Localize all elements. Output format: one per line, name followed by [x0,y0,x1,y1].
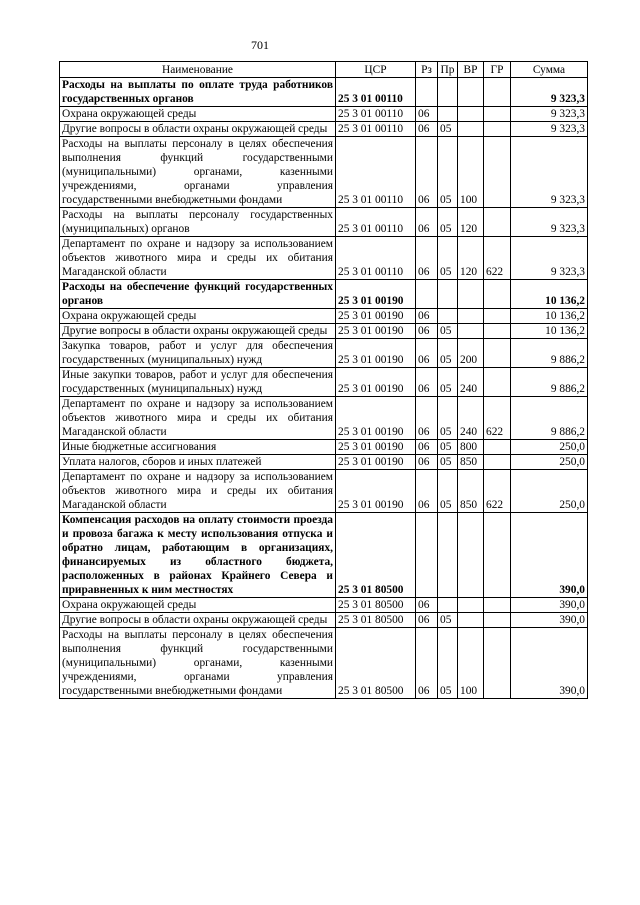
cell-gr [484,368,511,397]
cell-csr: 25 3 01 00190 [336,397,416,440]
cell-rz: 06 [416,613,438,628]
cell-sum: 9 886,2 [511,397,588,440]
cell-gr: 622 [484,237,511,280]
cell-pr: 05 [438,368,458,397]
cell-csr: 25 3 01 00190 [336,280,416,309]
cell-vr: 120 [458,208,484,237]
column-header-name: Наименование [60,62,336,78]
table-row [60,455,588,470]
cell-gr [484,309,511,324]
cell-rz: 06 [416,309,438,324]
cell-gr [484,440,511,455]
cell-gr [484,613,511,628]
cell-gr [484,513,511,598]
table-row [60,137,588,208]
table-row [60,397,588,440]
cell-name: Расходы на выплаты персоналу в целях обеспечения выполнения функций государственными (муниципальными) органами, казенными учреждениями, органами управления государственными внебюджетными фондами [60,137,336,208]
cell-csr: 25 3 01 00110 [336,107,416,122]
cell-gr [484,78,511,107]
cell-vr: 240 [458,397,484,440]
table-row [60,237,588,280]
table-row [60,598,588,613]
cell-rz: 06 [416,470,438,513]
cell-vr: 240 [458,368,484,397]
cell-name: Другие вопросы в области охраны окружающей среды [60,613,336,628]
cell-name: Закупка товаров, работ и услуг для обеспечения государственных (муниципальных) нужд [60,339,336,368]
cell-vr [458,324,484,339]
cell-name: Охрана окружающей среды [60,598,336,613]
cell-pr: 05 [438,208,458,237]
cell-csr: 25 3 01 00190 [336,368,416,397]
cell-name: Иные закупки товаров, работ и услуг для обеспечения государственных (муниципальных) нужд [60,368,336,397]
cell-csr: 25 3 01 00190 [336,339,416,368]
cell-vr: 850 [458,455,484,470]
cell-pr [438,598,458,613]
cell-name: Расходы на выплаты персоналу в целях обеспечения выполнения функций государственными (муниципальными) органами, казенными учреждениями, органами управления государственными внебюджетными фондами [60,628,336,699]
cell-pr [438,280,458,309]
cell-name: Уплата налогов, сборов и иных платежей [60,455,336,470]
table-row [60,78,588,107]
cell-gr: 622 [484,470,511,513]
cell-name: Другие вопросы в области охраны окружающей среды [60,324,336,339]
cell-vr [458,122,484,137]
cell-csr: 25 3 01 00190 [336,455,416,470]
table-row [60,208,588,237]
cell-sum: 9 323,3 [511,122,588,137]
cell-gr [484,280,511,309]
cell-csr: 25 3 01 00190 [336,440,416,455]
cell-gr [484,137,511,208]
cell-gr [484,324,511,339]
cell-pr: 05 [438,237,458,280]
cell-pr: 05 [438,339,458,368]
cell-gr [484,628,511,699]
table-row [60,324,588,339]
cell-name: Иные бюджетные ассигнования [60,440,336,455]
cell-name: Расходы на обеспечение функций государственных органов [60,280,336,309]
cell-rz: 06 [416,137,438,208]
cell-pr: 05 [438,470,458,513]
cell-csr: 25 3 01 80500 [336,613,416,628]
cell-csr: 25 3 01 80500 [336,628,416,699]
cell-vr [458,598,484,613]
cell-name: Департамент по охране и надзору за использованием объектов животного мира и среды их обитания Магаданской области [60,470,336,513]
table-row [60,107,588,122]
cell-rz: 06 [416,339,438,368]
table-row [60,339,588,368]
cell-gr [484,339,511,368]
cell-csr: 25 3 01 00190 [336,309,416,324]
cell-gr: 622 [484,397,511,440]
cell-rz: 06 [416,397,438,440]
cell-pr: 05 [438,440,458,455]
cell-vr: 100 [458,137,484,208]
cell-csr: 25 3 01 00110 [336,208,416,237]
cell-rz: 06 [416,598,438,613]
table-row [60,122,588,137]
cell-rz: 06 [416,455,438,470]
cell-sum: 390,0 [511,513,588,598]
cell-sum: 9 323,3 [511,137,588,208]
cell-sum: 10 136,2 [511,324,588,339]
cell-gr [484,122,511,137]
cell-sum: 9 323,3 [511,78,588,107]
table-row [60,280,588,309]
cell-rz: 06 [416,122,438,137]
cell-csr: 25 3 01 00110 [336,122,416,137]
cell-sum: 9 886,2 [511,339,588,368]
cell-rz [416,78,438,107]
table-row [60,440,588,455]
cell-vr [458,107,484,122]
cell-pr: 05 [438,397,458,440]
column-header-pr: Пр [438,62,458,78]
cell-vr [458,613,484,628]
cell-csr: 25 3 01 80500 [336,513,416,598]
cell-vr [458,280,484,309]
cell-vr: 200 [458,339,484,368]
page-number: 701 [251,38,269,52]
cell-pr: 05 [438,613,458,628]
cell-sum: 250,0 [511,440,588,455]
cell-name: Другие вопросы в области охраны окружающей среды [60,122,336,137]
cell-sum: 390,0 [511,628,588,699]
cell-gr [484,107,511,122]
cell-rz: 06 [416,440,438,455]
column-header-sum: Сумма [511,62,588,78]
cell-rz [416,513,438,598]
table-row [60,513,588,598]
column-header-gr: ГР [484,62,511,78]
cell-name: Расходы на выплаты по оплате труда работников государственных органов [60,78,336,107]
cell-rz: 06 [416,107,438,122]
table-row [60,628,588,699]
table-row [60,309,588,324]
cell-pr [438,309,458,324]
cell-vr [458,309,484,324]
cell-name: Охрана окружающей среды [60,107,336,122]
table-row [60,368,588,397]
cell-sum: 9 323,3 [511,107,588,122]
table-row [60,613,588,628]
cell-rz [416,280,438,309]
cell-sum: 250,0 [511,470,588,513]
cell-csr: 25 3 01 00190 [336,324,416,339]
cell-vr: 120 [458,237,484,280]
cell-gr [484,455,511,470]
cell-vr: 100 [458,628,484,699]
cell-csr: 25 3 01 80500 [336,598,416,613]
cell-sum: 10 136,2 [511,280,588,309]
cell-sum: 9 323,3 [511,237,588,280]
cell-pr: 05 [438,137,458,208]
column-header-csr: ЦСР [336,62,416,78]
column-header-vr: ВР [458,62,484,78]
cell-pr: 05 [438,324,458,339]
cell-sum: 390,0 [511,613,588,628]
cell-rz: 06 [416,628,438,699]
cell-pr [438,107,458,122]
cell-name: Департамент по охране и надзору за использованием объектов животного мира и среды их обитания Магаданской области [60,397,336,440]
cell-name: Компенсация расходов на оплату стоимости проезда и провоза багажа к месту использования отпуска и обратно лицам, работающим в организациях, финансируемых из областного бюджета, расположенных в районах Крайнего Севера и приравненных к ним местностях [60,513,336,598]
cell-csr: 25 3 01 00110 [336,78,416,107]
cell-sum: 9 886,2 [511,368,588,397]
cell-vr: 850 [458,470,484,513]
cell-sum: 390,0 [511,598,588,613]
cell-sum: 9 323,3 [511,208,588,237]
cell-rz: 06 [416,237,438,280]
cell-csr: 25 3 01 00110 [336,237,416,280]
cell-rz: 06 [416,324,438,339]
cell-name: Охрана окружающей среды [60,309,336,324]
table-body [60,78,588,699]
cell-pr: 05 [438,455,458,470]
cell-pr: 05 [438,122,458,137]
cell-gr [484,598,511,613]
cell-vr: 800 [458,440,484,455]
cell-name: Департамент по охране и надзору за использованием объектов животного мира и среды их обитания Магаданской области [60,237,336,280]
budget-table [59,61,588,699]
cell-pr [438,78,458,107]
cell-pr: 05 [438,628,458,699]
cell-vr [458,78,484,107]
cell-rz: 06 [416,208,438,237]
table-row [60,470,588,513]
cell-gr [484,208,511,237]
table-header-row [60,62,588,78]
cell-csr: 25 3 01 00110 [336,137,416,208]
cell-csr: 25 3 01 00190 [336,470,416,513]
cell-pr [438,513,458,598]
cell-sum: 10 136,2 [511,309,588,324]
cell-vr [458,513,484,598]
cell-rz: 06 [416,368,438,397]
cell-name: Расходы на выплаты персоналу государственных (муниципальных) органов [60,208,336,237]
column-header-rz: Рз [416,62,438,78]
cell-sum: 250,0 [511,455,588,470]
